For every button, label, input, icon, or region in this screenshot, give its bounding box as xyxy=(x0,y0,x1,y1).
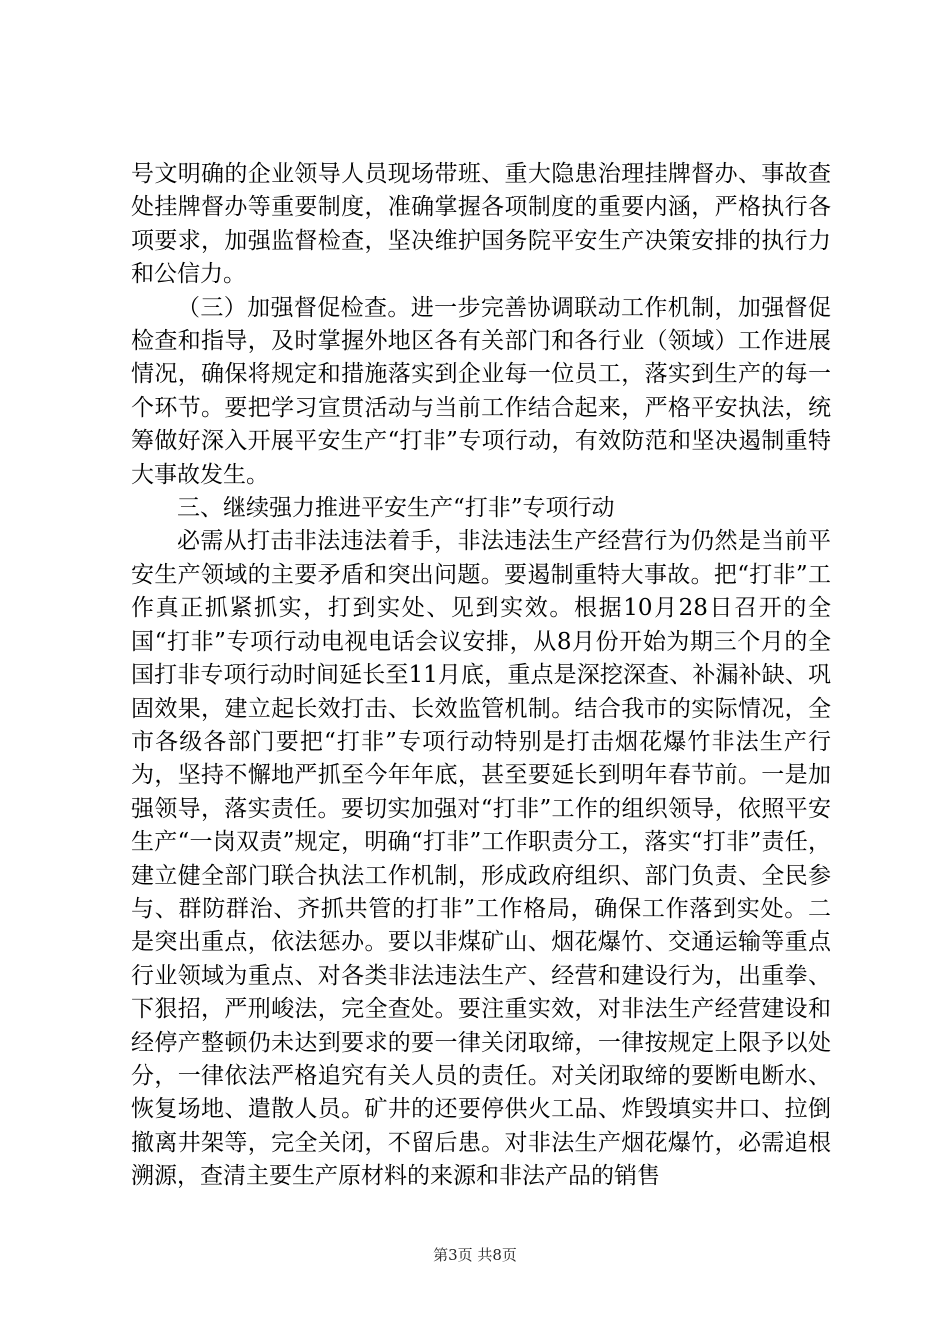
page-number-footer: 第3页 共8页 xyxy=(433,1246,517,1264)
paragraph-crackdown: 必需从打击非法违法着手，非法违法生产经营行为仍然是当前平安生产领域的主要矛盾和突出问题。要遏制重特大事故。把“打非”工作真正抓紧抓实，打到实处、见到实效。根据10月28日召开的全国“打非”专项行动电视电话会议安排，从8月份开始为期三个月的全国打非专项行动时间延长至11月底，重点是深挖深查、补漏补缺、巩固效果，建立起长效打击、长效监管机制。结合我市的实际情况，全市各级各部门要把“打非”专项行动特别是打击烟花爆竹非法生产行为，坚持不懈地严抓至今年年底，甚至要延长到明年春节前。一是加强领导，落实责任。要切实加强对“打非”工作的组织领导，依照平安生产“一岗双责”规定，明确“打非”工作职责分工，落实“打非”责任，建立健全部门联合执法工作机制，形成政府组织、部门负责、全民参与、群防群治、齐抓共管的打非”工作格局，确保工作落到实处。二是突出重点，依法惩办。要以非煤矿山、烟花爆竹、交通运输等重点行业领域为重点、对各类非法违法生产、经营和建设行为，出重拳、下狠招，严刑峻法，完全查处。要注重实效，对非法生产经营建设和经停产整顿仍未达到要求的要一律关闭取缔，一律按规定上限予以处分，一律依法严格追究有关人员的责任。对关闭取缔的要断电断水、恢复场地、遣散人员。矿井的还要停供火工品、炸毁填实井口、拉倒撤离井架等，完全关闭，不留后患。对非法生产烟花爆竹，必需追根溯源，查清主要生产原材料的来源和非法产品的销售 xyxy=(131,528,831,1190)
section-heading: 三、继续强力推进平安生产“打非”专项行动 xyxy=(177,495,615,522)
paragraph-supervision: （三）加强督促检查。进一步完善协调联动工作机制，加强督促检查和指导，及时掌握外地区各有关部门和各行业（领域）工作进展情况，确保将规定和措施落实到企业每一位员工，落实到生产的每一个环节。要把学习宣贯活动与当前工作结合起来，严格平安执法，统筹做好深入开展平安生产“打非”专项行动，有效防范和坚决遏制重特大事故发生。 xyxy=(131,294,831,488)
paragraph-continuation: 号文明确的企业领导人员现场带班、重大隐患治理挂牌督办、事故查处挂牌督办等重要制度，准确掌握各项制度的重要内涵，严格执行各项要求，加强监督检查，坚决维护国务院平安生产决策安排的执行力和公信力。 xyxy=(131,161,831,288)
document-body xyxy=(131,158,831,1194)
